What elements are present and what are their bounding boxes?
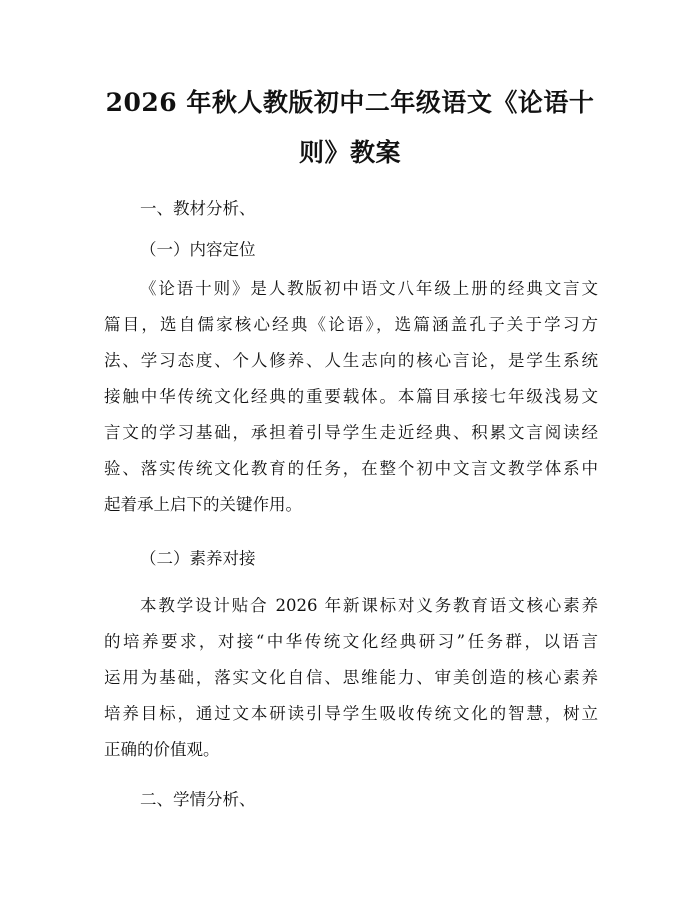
paragraph-content-positioning xyxy=(104,271,598,523)
paragraph-line: 起着承上启下的关键作用。 xyxy=(104,495,302,514)
document-title xyxy=(104,78,596,178)
title-line: 则》教案 xyxy=(298,138,401,167)
section-heading-learner-analysis: 二、学情分析、 xyxy=(140,790,256,809)
subsection-heading-content-positioning: （一）内容定位 xyxy=(140,240,256,259)
paragraph-line: 《论语十则》是人教版初中语文八年级上册的经典文言文 xyxy=(140,279,598,298)
paragraph-line: 验、落实传统文化教育的任务，在整个初中文言文教学体系中 xyxy=(104,459,598,478)
paragraph-line: 本教学设计贴合 2026 年新课标对义务教育语文核心素养 xyxy=(140,596,598,615)
section-heading-teaching-material-analysis: 一、教材分析、 xyxy=(140,199,256,218)
paragraph-line: 正确的价值观。 xyxy=(104,740,220,759)
subsection-heading-competency-alignment: （二）素养对接 xyxy=(140,549,256,568)
paragraph-line: 法、学习态度、个人修养、人生志向的核心言论，是学生系统 xyxy=(104,351,598,370)
paragraph-line: 言文的学习基础，承担着引导学生走近经典、积累文言阅读经 xyxy=(104,423,598,442)
title-line: 2026 年秋人教版初中二年级语文《论语十 xyxy=(105,88,595,117)
paragraph-line: 培养目标，通过文本研读引导学生吸收传统文化的智慧，树立 xyxy=(104,704,598,723)
paragraph-line: 运用为基础，落实文化自信、思维能力、审美创造的核心素养 xyxy=(104,668,598,687)
paragraph-line: 篇目，选自儒家核心经典《论语》，选篇涵盖孔子关于学习方 xyxy=(104,315,598,334)
paragraph-line: 的培养要求，对接“中华传统文化经典研习”任务群，以语言 xyxy=(104,632,598,651)
paragraph-competency-alignment xyxy=(104,588,598,768)
paragraph-line: 接触中华传统文化经典的重要载体。本篇目承接七年级浅易文 xyxy=(104,387,598,406)
